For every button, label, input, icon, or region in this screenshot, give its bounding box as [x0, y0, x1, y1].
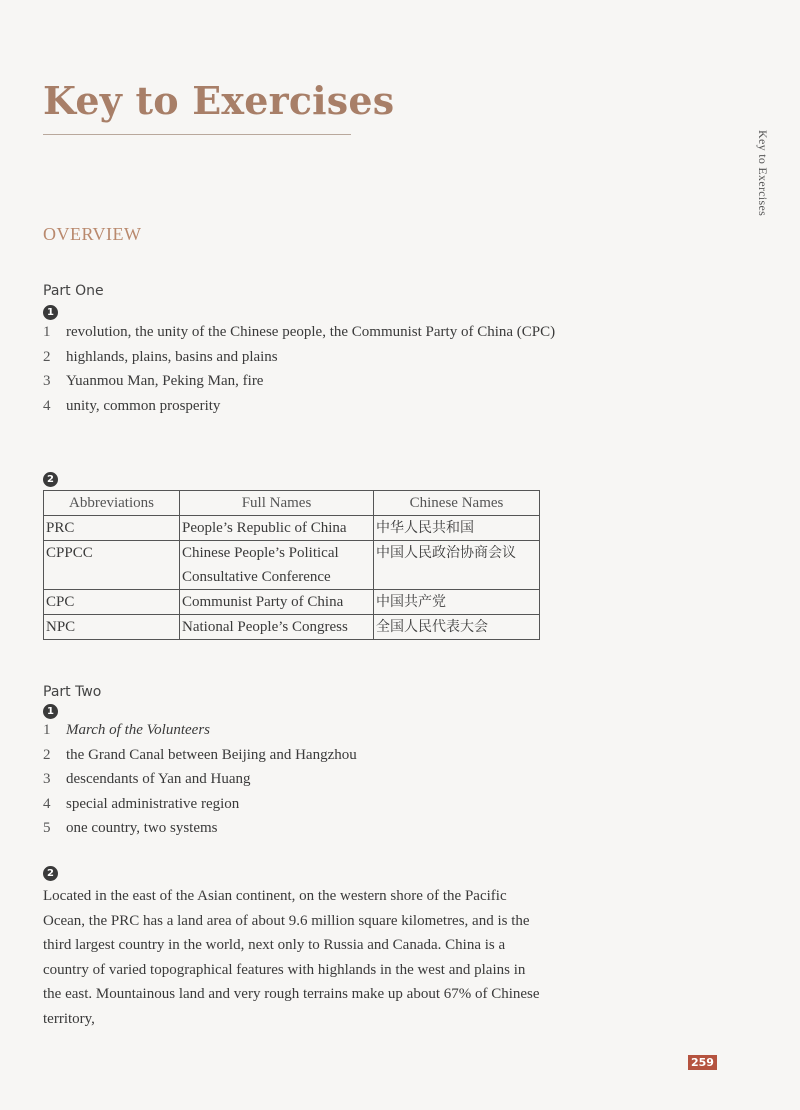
item-text: highlands, plains, basins and plains: [66, 348, 278, 365]
table-row: [44, 615, 540, 640]
title-underline: [43, 134, 351, 135]
item-text: revolution, the unity of the Chinese people, the Communist Party of China (CPC): [66, 324, 556, 340]
table-cell: PRC: [44, 516, 180, 541]
list-item: [43, 816, 563, 841]
table-row: [44, 590, 540, 615]
table-cell: NPC: [44, 615, 180, 640]
table-cell: People’s Republic of China: [180, 516, 374, 541]
table-row: [44, 516, 540, 541]
list-item: [43, 345, 563, 370]
item-number: 4: [43, 397, 51, 414]
column-header: Abbreviations: [44, 491, 180, 516]
table-cell: CPPCC: [44, 541, 180, 590]
table-cell: CPC: [44, 590, 180, 615]
exercise-number-badge: 1: [43, 704, 58, 719]
column-header: Full Names: [180, 491, 374, 516]
item-number: 5: [43, 820, 51, 836]
item-number: 2: [43, 348, 51, 365]
table-cell: 中国人民政治协商会议: [374, 541, 540, 590]
part-two-heading: Part Two: [43, 684, 102, 700]
page-number: 259: [688, 1055, 717, 1070]
item-number: 2: [43, 746, 51, 763]
list-item: [43, 743, 563, 768]
table-cell: National People’s Congress: [180, 615, 374, 640]
item-text: unity, common prosperity: [66, 397, 221, 414]
table-cell: 全国人民代表大会: [374, 615, 540, 640]
item-text: one country, two systems: [66, 820, 218, 836]
list-item: [43, 369, 563, 394]
item-text: Yuanmou Man, Peking Man, fire: [66, 373, 264, 389]
page-title: Key to Exercises: [43, 78, 395, 123]
part-two-answer-list: [43, 718, 563, 841]
answer-paragraph: Located in the east of the Asian continent, on the western shore of the Pacific Ocean, the PRC has a land area of about 9.6 million square kilometres, and is the third largest country in the world, next only to Russia and Canada. China is a country of varied topographical features with highlands in the west and plains in the east. Mountainous land and very rough terrains make up about 67% of Chinese territory,: [43, 888, 540, 1027]
exercise-number-badge: 2: [43, 472, 58, 487]
item-text: descendants of Yan and Huang: [66, 771, 251, 787]
list-item: [43, 718, 563, 743]
abbreviations-table: [43, 490, 540, 640]
table-cell: 中国共产党: [374, 590, 540, 615]
item-number: 4: [43, 795, 51, 812]
item-number: 1: [43, 722, 51, 738]
exercise-number-badge: 2: [43, 866, 58, 881]
table-header-row: [44, 491, 540, 516]
list-item: [43, 394, 563, 419]
item-text: the Grand Canal between Beijing and Hangzhou: [66, 746, 357, 763]
table-cell: Chinese People’s Political Consultative Conference: [180, 541, 374, 590]
list-item: [43, 767, 563, 792]
item-text: March of the Volunteers: [66, 722, 211, 738]
item-number: 3: [43, 771, 51, 787]
table-row: [44, 541, 540, 590]
part-one-answer-list: [43, 320, 563, 418]
item-text: special administrative region: [66, 795, 240, 812]
column-header: Chinese Names: [374, 491, 540, 516]
exercise-number-badge: 1: [43, 305, 58, 320]
list-item: [43, 320, 563, 345]
table-cell: 中华人民共和国: [374, 516, 540, 541]
list-item: [43, 792, 563, 817]
running-header: Key to Exercises: [756, 130, 770, 217]
part-one-heading: Part One: [43, 283, 104, 299]
item-number: 3: [43, 373, 51, 389]
table-cell: Communist Party of China: [180, 590, 374, 615]
section-heading: OVERVIEW: [43, 224, 142, 244]
item-number: 1: [43, 324, 51, 340]
